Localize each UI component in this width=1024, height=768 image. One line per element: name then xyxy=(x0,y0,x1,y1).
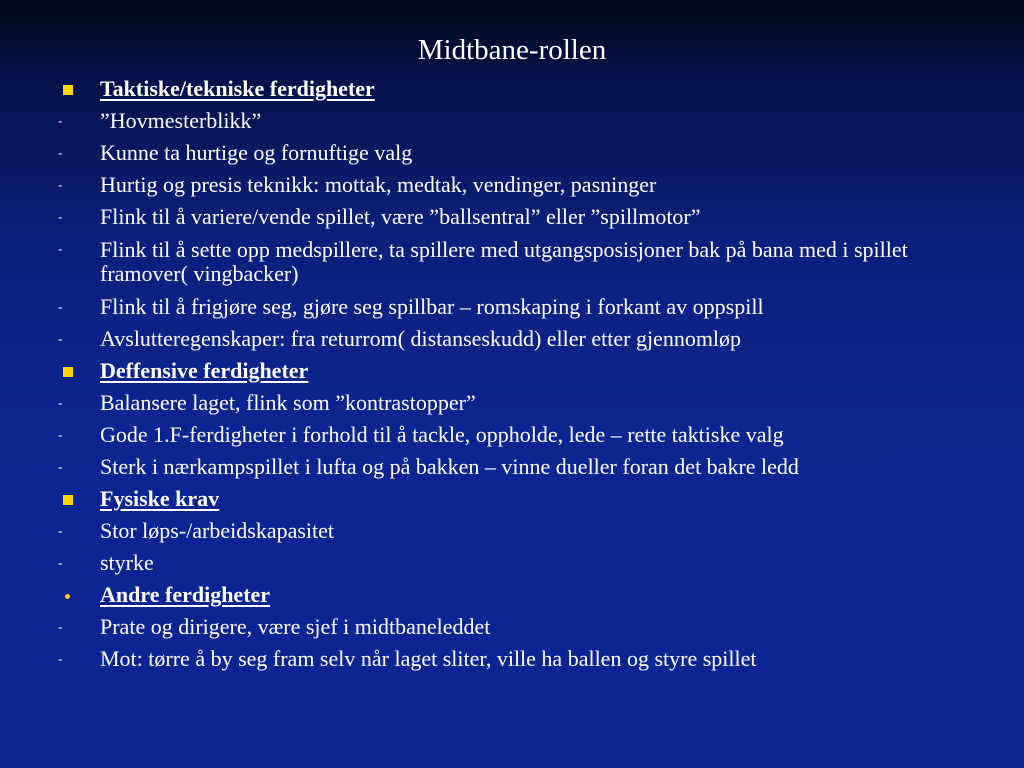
item-text: Flink til å sette opp medspillere, ta spillere med utgangsposisjoner bak på bana med i spillet framover( vingbacker) xyxy=(100,237,908,286)
section-heading: Deffensive ferdigheter xyxy=(100,358,309,383)
dash-bullet-icon: - xyxy=(58,555,63,570)
list-item xyxy=(56,424,956,446)
list-item xyxy=(56,520,956,542)
dash-bullet-icon: - xyxy=(58,427,63,442)
item-text: Stor løps-/arbeidskapasitet xyxy=(100,518,335,543)
item-text: Flink til å frigjøre seg, gjøre seg spillbar – romskaping i forkant av oppspill xyxy=(100,294,764,319)
dash-bullet-icon: - xyxy=(58,145,63,160)
square-bullet-icon xyxy=(56,78,86,100)
item-text: styrke xyxy=(100,550,154,575)
dash-bullet-icon: - xyxy=(58,299,63,314)
list-item xyxy=(56,238,956,286)
dash-bullet-icon: - xyxy=(58,459,63,474)
section-heading-item xyxy=(56,360,956,382)
dash-bullet-icon: - xyxy=(58,241,63,256)
list-item xyxy=(56,296,956,318)
section-heading-item xyxy=(56,488,956,510)
item-text: Hurtig og presis teknikk: mottak, medtak, vendinger, pasninger xyxy=(100,172,657,197)
item-text: Kunne ta hurtige og fornuftige valg xyxy=(100,140,413,165)
list-item xyxy=(56,142,956,164)
item-text: Mot: tørre å by seg fram selv når laget sliter, ville ha ballen og styre spillet xyxy=(100,646,757,671)
dash-bullet-icon: - xyxy=(58,177,63,192)
item-text: Prate og dirigere, være sjef i midtbaneleddet xyxy=(100,614,491,639)
list-item xyxy=(56,328,956,350)
item-text: Gode 1.F-ferdigheter i forhold til å tackle, oppholde, lede – rette taktiske valg xyxy=(100,422,784,447)
dash-bullet-icon: - xyxy=(58,395,63,410)
dash-bullet-icon: - xyxy=(58,523,63,538)
list-item xyxy=(56,456,956,478)
section-heading-item xyxy=(56,78,956,100)
dot-bullet-icon xyxy=(56,584,86,606)
section-heading: Fysiske krav xyxy=(100,486,220,511)
list-item xyxy=(56,392,956,414)
dash-bullet-icon: - xyxy=(58,331,63,346)
bullet-list xyxy=(56,78,956,680)
list-item xyxy=(56,110,956,132)
list-item xyxy=(56,206,956,228)
list-item xyxy=(56,616,956,638)
dash-bullet-icon: - xyxy=(58,209,63,224)
square-bullet-icon xyxy=(56,488,86,510)
list-item xyxy=(56,552,956,574)
section-heading-item xyxy=(56,584,956,606)
item-text: Balansere laget, flink som ”kontrastopper” xyxy=(100,390,476,415)
section-heading: Taktiske/tekniske ferdigheter xyxy=(100,76,375,101)
item-text: Sterk i nærkampspillet i lufta og på bakken – vinne dueller foran det bakre ledd xyxy=(100,454,799,479)
dash-bullet-icon: - xyxy=(58,651,63,666)
dash-bullet-icon: - xyxy=(58,113,63,128)
item-text: ”Hovmesterblikk” xyxy=(100,108,262,133)
item-text: Flink til å variere/vende spillet, være ”ballsentral” eller ”spillmotor” xyxy=(100,204,701,229)
list-item xyxy=(56,648,956,670)
section-heading: Andre ferdigheter xyxy=(100,582,271,607)
item-text: Avslutteregenskaper: fra returrom( distanseskudd) eller etter gjennomløp xyxy=(100,326,742,351)
slide-title: Midtbane-rollen xyxy=(417,34,607,66)
square-bullet-icon xyxy=(56,360,86,382)
dash-bullet-icon: - xyxy=(58,619,63,634)
list-item xyxy=(56,174,956,196)
